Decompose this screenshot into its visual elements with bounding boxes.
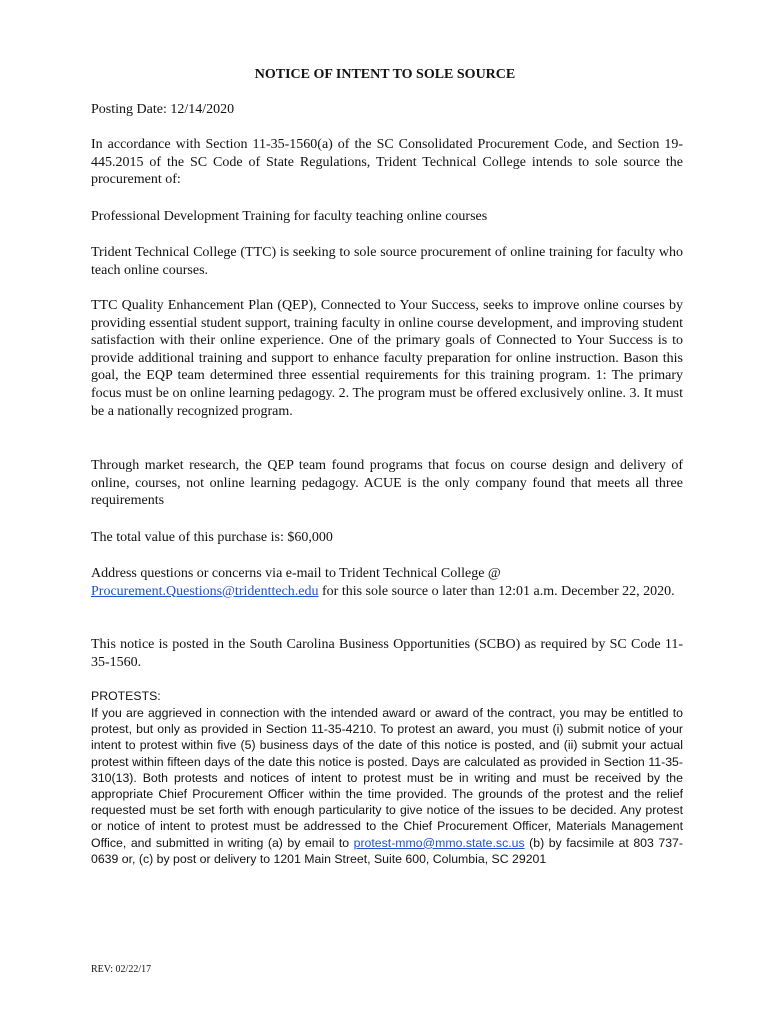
procurement-email-link[interactable]: Procurement.Questions@tridenttech.edu — [91, 583, 319, 599]
protests-heading: PROTESTS: — [91, 689, 161, 703]
questions-paragraph — [91, 565, 683, 600]
questions-text-after: for this sole source o later than 12:01 a.m. December 22, 2020. — [318, 583, 675, 599]
total-value: The total value of this purchase is: $60,000 — [91, 530, 333, 545]
market-research-paragraph: Through market research, the QEP team found programs that focus on course design and delivery of online, courses, not online learning pedagogy. ACUE is the only company found that meets all three requirements — [91, 458, 683, 509]
posting-date: Posting Date: 12/14/2020 — [91, 102, 235, 117]
protests-text-before: If you are aggrieved in connection with the intended award or award of the contract, you may be entitled to protest, but only as provided in Section 11-35-4210. To protest an award, you must (i) submit notice of your intent to protest within five (5) business days of the date of this notice is posted, and (ii) submit your actual protest within fifteen days of the date this notice is posted. Days are calculated as provided in Section 11-35-310(13). Both protests and notices of intent to protest must be in writing and must be received by the appropriate Chief Procurement Officer within the time provided. The grounds of the protest and the relief requested must be set forth with enough particularity to give notice of the issues to be decided. Any protest or notice of intent to protest must be addressed to the Chief Procurement Officer, Materials Management Office, and submitted in writing (a) by email to — [91, 706, 683, 850]
procurement-item: Professional Development Training for faculty teaching online courses — [91, 209, 488, 224]
scbo-paragraph: This notice is posted in the South Carolina Business Opportunities (SCBO) as required by SC Code 11-35-1560. — [91, 637, 683, 670]
revision-footer: REV: 02/22/17 — [91, 964, 152, 975]
qep-paragraph: TTC Quality Enhancement Plan (QEP), Connected to Your Success, seeks to improve online courses by providing essential student support, training faculty in online course development, and improving student satisfaction with their online experience. One of the primary goals of Connected to Your Success is to provide additional training and support to enhance faculty preparation for online instruction. Bason this goal, the EQP team determined three essential requirements for this training program. 1: The primary focus must be on online learning pedagogy. 2. The program must be offered exclusively online. 3. It must be a nationally recognized program. — [91, 298, 683, 419]
protest-email-link[interactable]: protest-mmo@mmo.state.sc.us — [353, 835, 525, 850]
protests-text-after: (b) by facsimile at 803 737-0639 or, (c) by post or delivery to 1201 Main Street, Suite 600, Columbia, SC 29201 — [91, 835, 683, 866]
seeking-paragraph: Trident Technical College (TTC) is seeking to sole source procurement of online training for faculty who teach online courses. — [91, 245, 683, 278]
page-title: NOTICE OF INTENT TO SOLE SOURCE — [254, 67, 516, 82]
protests-paragraph — [91, 705, 683, 867]
intro-paragraph: In accordance with Section 11-35-1560(a) of the SC Consolidated Procurement Code, and Section 19-445.2015 of the SC Code of State Regulations, Trident Technical College intends to sole source the procurement of: — [91, 137, 683, 188]
questions-text-before: Address questions or concerns via e-mail to Trident Technical College @ — [91, 566, 501, 581]
